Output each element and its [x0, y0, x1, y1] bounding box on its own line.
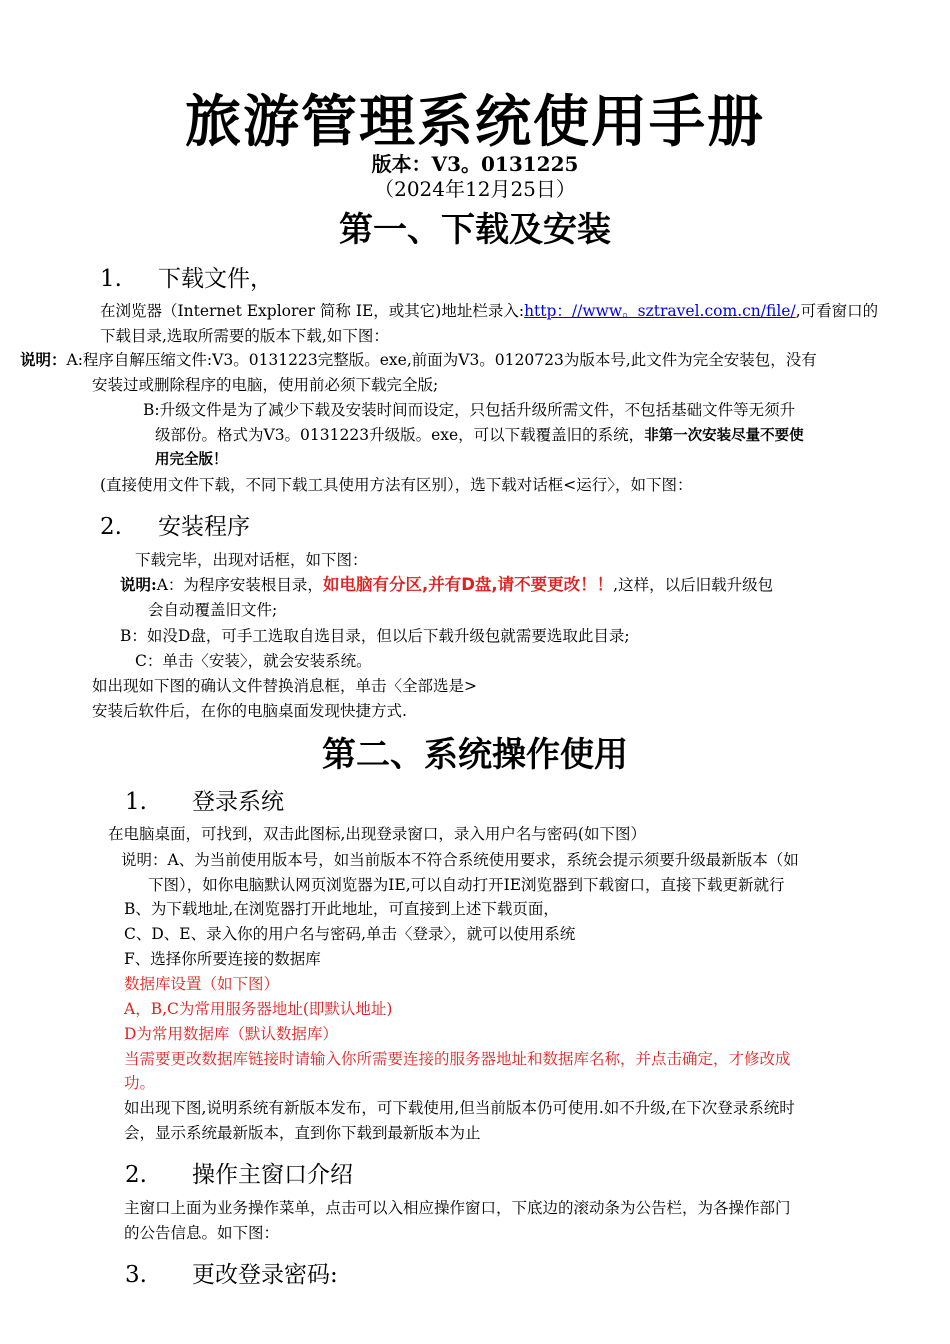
db-server-note: A，B,C为常用服务器地址(即默认地址)	[124, 1000, 393, 1018]
document-title: 旅游管理系统使用手册	[185, 90, 765, 155]
note-b-line3: 用完全版！	[155, 452, 228, 468]
db-database-note: D为常用数据库（默认数据库）	[124, 1025, 338, 1043]
install-note-b: B：如没D盘，可手工选取自选目录，但以后下载升级包就需要选取此目录;	[120, 627, 630, 645]
note-b2-text: 级部份。格式为V3。0131223升级版。exe，可以下载覆盖旧的系统，	[155, 426, 645, 444]
login-note-b: B、为下载地址,在浏览器打开此地址，可直接到上述下载页面，	[124, 900, 559, 918]
direct-download-note: (直接使用文件下载，不同下载工具使用方法有区别），选下载对话框<运行〉，如下图：	[100, 476, 693, 494]
section-number: 3.	[125, 1262, 147, 1288]
login-note-a: 说明：A、为当前使用版本号，如当前版本不符合系统使用要求，系统会提示须要升级最新版本（如	[121, 851, 799, 869]
login-note-cde: C、D、E、录入你的用户名与密码,单击〈登录〉，就可以使用系统	[124, 925, 576, 943]
db-change-note-line2: 功。	[124, 1074, 156, 1092]
update-note: 如出现下图,说明系统有新版本发布，可下载使用,但当前版本仍可使用.如不升级,在下次登录系统时	[124, 1099, 795, 1117]
login-line1: 在电脑桌面，可找到，双击此图标,出现登录窗口，录入用户名与密码(如下图）	[108, 825, 646, 843]
install-note-a-text: A：为程序安装根目录，	[156, 576, 323, 594]
chapter1-s2-heading	[100, 508, 250, 541]
install-line1: 下载完毕，出现对话框，如下图：	[135, 551, 368, 569]
login-note-a-line2: 下图），如你电脑默认网页浏览器为IE,可以自动打开IE浏览器到下载窗口，直接下载更新就行	[148, 876, 785, 894]
section-number: 1.	[100, 266, 122, 292]
note-a	[20, 350, 817, 370]
login-note-f: F、选择你所要连接的数据库	[124, 950, 321, 968]
chapter1-heading: 第一、下载及安装	[339, 210, 611, 250]
download-link[interactable]: http：//www。sztravel.com.cn/file/	[524, 302, 796, 320]
chapter2-s2-heading	[125, 1156, 353, 1189]
note-b2-warning: 非第一次安装尽量不要使	[644, 428, 804, 444]
download-intro-line2: 下载目录,选取所需要的版本下载,如下图：	[100, 327, 389, 345]
section-title: 登录系统	[192, 789, 284, 815]
download-intro	[100, 301, 878, 321]
section-title: 更改登录密码:	[192, 1262, 338, 1288]
install-note-a	[120, 575, 773, 595]
note-label: 说明：	[20, 350, 67, 369]
intro-text-end: ,可看窗口的	[795, 302, 879, 320]
install-note-c: C：单击〈安装〉，就会安装系统。	[135, 652, 372, 670]
db-settings-title: 数据库设置（如下图）	[124, 975, 280, 993]
replace-note: 如出现如下图的确认文件替换消息框，单击〈全部选是>	[92, 677, 477, 695]
update-note-line2: 会，显示系统最新版本，直到你下载到最新版本为止	[124, 1124, 481, 1142]
intro-text: 在浏览器（Internet Explorer 简称 IE，或其它)地址栏录入:	[100, 302, 525, 320]
chapter2-heading: 第二、系统操作使用	[322, 735, 628, 775]
chapter2-s1-heading	[125, 783, 284, 816]
install-warning: 如电脑有分区,并有D盘,请不要更改！！	[322, 575, 614, 594]
chapter1-s1-heading	[100, 260, 273, 293]
section-number: 2.	[125, 1162, 147, 1188]
section-number: 1.	[125, 789, 147, 815]
note-a-line2: 安装过或删除程序的电脑，使用前必须下载完全版;	[92, 376, 439, 394]
db-change-note: 当需要更改数据库链接时请输入你所需要连接的服务器地址和数据库名称，并点击确定，才修改成	[124, 1050, 791, 1068]
note-a-text: A:程序自解压缩文件:V3。0131223完整版。exe,前面为V3。0120723为版本号,此文件为完全安装包，没有	[66, 351, 817, 369]
note-label: 说明:	[120, 575, 157, 594]
section-title: 下载文件，	[158, 266, 273, 292]
section-number: 2.	[100, 514, 122, 540]
main-window-line2: 的公告信息。如下图：	[124, 1224, 280, 1242]
chapter2-s3-heading	[125, 1256, 338, 1289]
shortcut-note: 安装后软件后，在你的电脑桌面发现快捷方式.	[92, 702, 407, 720]
install-note-a-end: ,这样，以后旧载升级包	[613, 576, 774, 594]
install-note-a-line2: 会自动覆盖旧文件;	[148, 601, 278, 619]
section-title: 安装程序	[158, 514, 250, 540]
date-line: （2024年12月25日）	[374, 177, 576, 201]
note-b: B:升级文件是为了减少下载及安装时间而设定，只包括升级所需文件，不包括基础文件等无须升	[143, 401, 796, 419]
section-title: 操作主窗口介绍	[192, 1162, 353, 1188]
main-window-line1: 主窗口上面为业务操作菜单，点击可以入相应操作窗口，下底边的滚动条为公告栏，为各操作部门	[124, 1199, 791, 1217]
version-line: 版本：V3。0131225	[371, 152, 579, 176]
note-b-line2	[155, 425, 804, 446]
